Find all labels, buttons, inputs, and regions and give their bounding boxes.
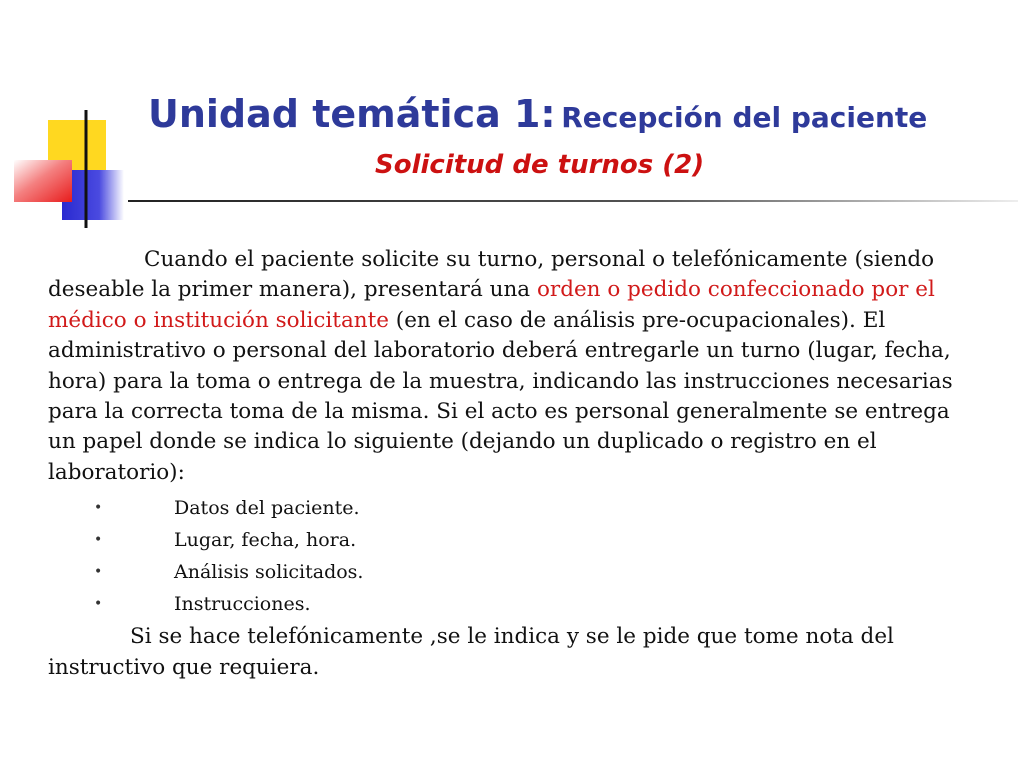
bullet-text: Lugar, fecha, hora. <box>174 529 357 552</box>
title-sub: Recepción del paciente <box>561 101 928 134</box>
list-item <box>48 524 978 556</box>
title-main: Unidad temática 1: <box>148 92 556 136</box>
list-item <box>48 492 978 524</box>
decorative-squares-graphic <box>0 0 160 240</box>
bullet-icon: • <box>94 564 103 581</box>
paragraph-1-part-2: (en el caso de análisis pre-ocupacionales). El administrativo o personal del laboratorio deberá entregarle un turno (lugar, fecha, hora) para la toma o entrega de la muestra, indicando las instrucciones necesarias para la correcta toma de la misma. Si el acto es personal generalmente se entrega un papel donde se indica lo siguiente (dejando un duplicado o registro en el laboratorio): <box>48 307 953 485</box>
bullet-list <box>48 492 978 620</box>
slide-body <box>48 245 978 683</box>
paragraph-2 <box>48 622 978 683</box>
bullet-icon: • <box>94 596 103 613</box>
bullet-text: Instrucciones. <box>174 593 311 616</box>
bullet-text: Datos del paciente. <box>174 497 360 520</box>
title-divider-line <box>128 200 1018 202</box>
bullet-icon: • <box>94 500 103 517</box>
paragraph-2-text: Si se hace telefónicamente ,se le indica y se le pide que tome nota del instructivo que requiera. <box>48 624 894 680</box>
slide-title <box>148 92 927 136</box>
bullet-icon: • <box>94 532 103 549</box>
list-item <box>48 556 978 588</box>
list-item <box>48 588 978 620</box>
red-square <box>14 160 72 202</box>
paragraph-1-highlight: orden o pedido confeccionado por el médico o institución solicitante <box>48 277 935 333</box>
paragraph-1 <box>48 245 978 488</box>
bullet-text: Análisis solicitados. <box>174 561 364 584</box>
slide-subtitle: Solicitud de turnos (2) <box>375 150 705 180</box>
paragraph-1-part-1: Cuando el paciente solicite su turno, personal o telefónicamente (siendo deseable la primer manera), presentará una <box>48 247 935 303</box>
